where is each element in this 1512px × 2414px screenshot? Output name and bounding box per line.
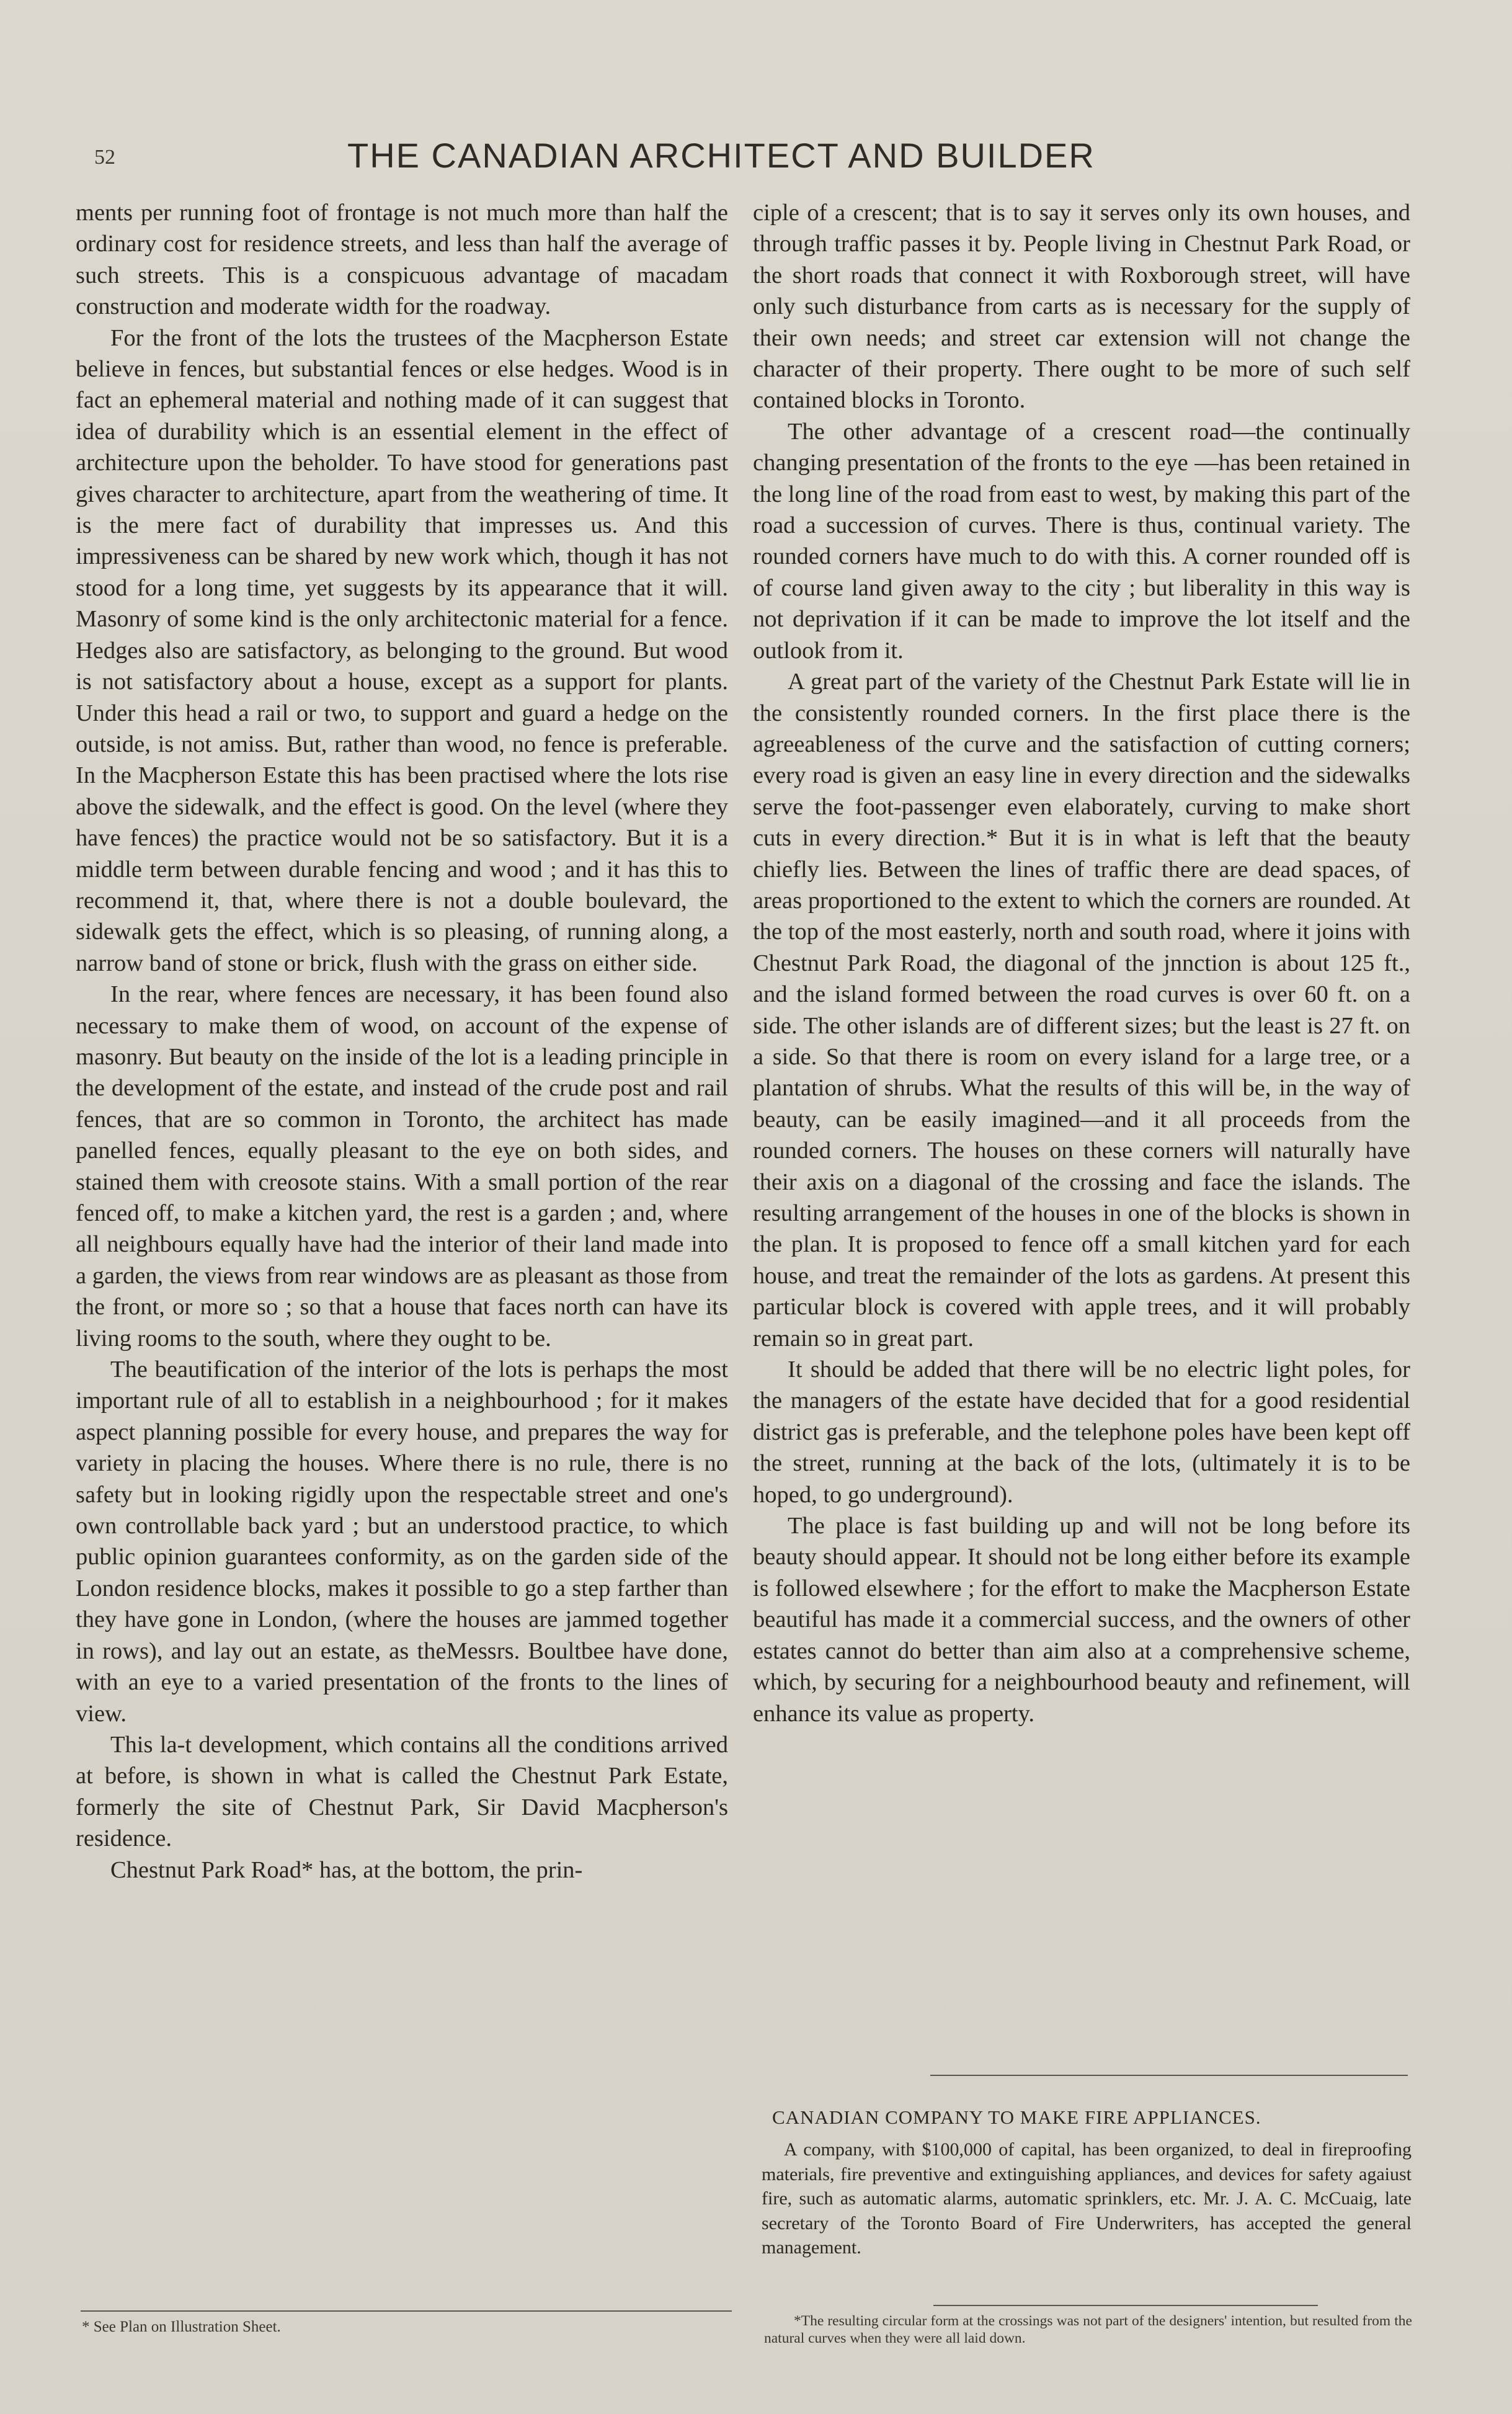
paragraph: ciple of a crescent; that is to say it serves only its own houses, and through traffic passes it by. People living in Chestnut Park Road, or the short roads that connect it with Roxborough street, will have only such disturbance from carts as is necessary for the supply of their own needs; and street car extension will not change the character of their property. There ought to be more of such self contained blocks in Toronto. bbox=[753, 200, 1410, 414]
paragraph: The place is fast building up and will not be long before its beauty should appear. It should not be long either before its example is followed elsewhere ; for the effort to make the Macpherson Estate beautiful has made it a commercial success, and the owners of other estates cannot do better than aim also at a comprehensive scheme, which, by securing for a neighbourhood beauty and refinement, will enhance its value as property. bbox=[753, 1513, 1410, 1727]
paragraph: It should be added that there will be no electric light poles, for the managers of the estate have decided that for a good residential district gas is preferable, and the telephone poles have been kept off the street, running at the back of the lots, (ultimately it is to be hoped, to go underground). bbox=[753, 1356, 1410, 1508]
footnote-divider bbox=[81, 2310, 732, 2312]
right-column bbox=[753, 197, 1410, 1729]
journal-title: THE CANADIAN ARCHITECT AND BUILDER bbox=[347, 136, 1095, 175]
paragraph: ments per running foot of frontage is not much more than half the ordinary cost for residence streets, and less than half the average of such streets. This is a conspicuous advantage of macadam construction and moderate width for the roadway. bbox=[76, 200, 728, 320]
section-divider bbox=[930, 2075, 1408, 2076]
paragraph: The other advantage of a crescent road—the continually changing presentation of the fronts to the eye —has been retained in the long line of the road from east to west, by making this part of the road a succession of curves. There is thus, continual variety. The rounded corners have much to do with this. A corner rounded off is of course land given away to the city ; but liberality in this way is not deprivation if it can be made to improve the lot itself and the outlook from it. bbox=[753, 418, 1410, 664]
paragraph: The beautification of the interior of the lots is perhaps the most important rule of all to establish in a neighbourhood ; for it makes aspect planning possible for every house, and prepares the way for variety in placing the houses. Where there is no rule, there is no safety but in looking rigidly upon the respectable street and one's own controllable back yard ; but an understood practice, to which public opinion guarantees conformity, as on the garden side of the London residence blocks, makes it possible to go a step farther than they have gone in London, (where the houses are jammed together in rows), and lay out an estate, as theMessrs. Boultbee have done, with an eye to a varied presentation of the fronts to the lines of view. bbox=[76, 1356, 728, 1727]
page-number: 52 bbox=[94, 146, 115, 169]
paragraph: A great part of the variety of the Chestnut Park Estate will lie in the consistently rounded corners. In the first place there is the agreeableness of the curve and the satisfaction of cutting corners; every road is given an easy line in every direction and the sidewalks serve the foot-passenger even elaborately, curving to make short cuts in every direction.* But it is in what is left that the beauty chiefly lies. Between the lines of traffic there are dead spaces, of areas proportioned to the extent to which the corners are rounded. At the top of the most easterly, north and south road, where it joins with Chestnut Park Road, the diagonal of the jnnction is about 125 ft., and the island formed between the road curves is over 60 ft. on a side. The other islands are of different sizes; but the least is 27 ft. on a side. So that there is room on every island for a large tree, or a plantation of shrubs. What the results of this will be, in the way of beauty, can be easily imagined—and it all proceeds from the rounded corners. The houses on these corners will naturally have their axis on a diagonal of the crossing and face the islands. The resulting arrangement of the houses in one of the blocks is shown in the plan. It is proposed to fence off a small kitchen yard for each house, and treat the remainder of the lots as gardens. At present this particular block is covered with apple trees, and it will probably remain so in great part. bbox=[753, 669, 1410, 1352]
news-item-body: A company, with $100,000 of capital, has been organized, to deal in fireproofing materials, fire preventive and extinguishing appliances, and devices for safety agaiust fire, such as automatic alarms, automatic sprinklers, etc. Mr. J. A. C. McCuaig, late secretary of the Toronto Board of Fire Underwriters, has accepted the general management. bbox=[762, 2139, 1412, 2258]
footnote-divider bbox=[933, 2305, 1318, 2306]
paragraph: In the rear, where fences are necessary, it has been found also necessary to make them of wood, on account of the expense of masonry. But beauty on the inside of the lot is a leading principle in the development of the estate, and instead of the crude post and rail fences, that are so common in Toronto, the architect has made panelled fences, equally pleasant to the eye on both sides, and stained them with creosote stains. With a small portion of the rear fenced off, to make a kitchen yard, the rest is a garden ; and, where all neighbours equally have had the interior of their land made into a garden, the views from rear windows are as pleasant as those from the front, or more so ; so that a house that faces north can have its living rooms to the south, where they ought to be. bbox=[76, 981, 728, 1352]
paragraph: This la-t development, which contains all the conditions arrived at before, is shown in what is called the Chestnut Park Estate, formerly the site of Chestnut Park, Sir David Macpherson's residence. bbox=[76, 1731, 728, 1852]
left-column bbox=[76, 197, 728, 1886]
news-item-heading: CANADIAN COMPANY TO MAKE FIRE APPLIANCES. bbox=[772, 2106, 1261, 2128]
paragraph: For the front of the lots the trustees of the Macpherson Estate believe in fences, but substantial fences or else hedges. Wood is in fact an ephemeral material and nothing made of it can suggest that idea of durability which is an essential element in the effect of architecture upon the beholder. To have stood for generations past gives character to architecture, apart from the weathering of time. It is the mere fact of durability that impresses us. And this impressiveness can be shared by new work which, though it has not stood for a long time, yet suggests by its appearance that it will. Masonry of some kind is the only architectonic material for a fence. Hedges also are satisfactory, as belonging to the ground. But wood is not satisfactory about a house, except as a support for plants. Under this head a rail or two, to support and guard a hedge on the outside, is not amiss. But, rather than wood, no fence is preferable. In the Macpherson Estate this has been practised where the lots rise above the sidewalk, and the effect is good. On the level (where they have fences) the practice would not be so satisfactory. But it is a middle term between durable fencing and wood ; and it has this to recommend it, that, where there is not a double boulevard, the sidewalk gets the effect, which is so pleasing, of running along, a narrow band of stone or brick, flush with the grass on either side. bbox=[76, 324, 728, 976]
paragraph: Chestnut Park Road* has, at the bottom, the prin- bbox=[110, 1856, 583, 1883]
footnote: * See Plan on Illustration Sheet. bbox=[82, 2318, 281, 2335]
footnote: *The resulting circular form at the crossings was not part of the designers' intention, but resulted from the natural curves when they were all laid down. bbox=[764, 2313, 1412, 2346]
